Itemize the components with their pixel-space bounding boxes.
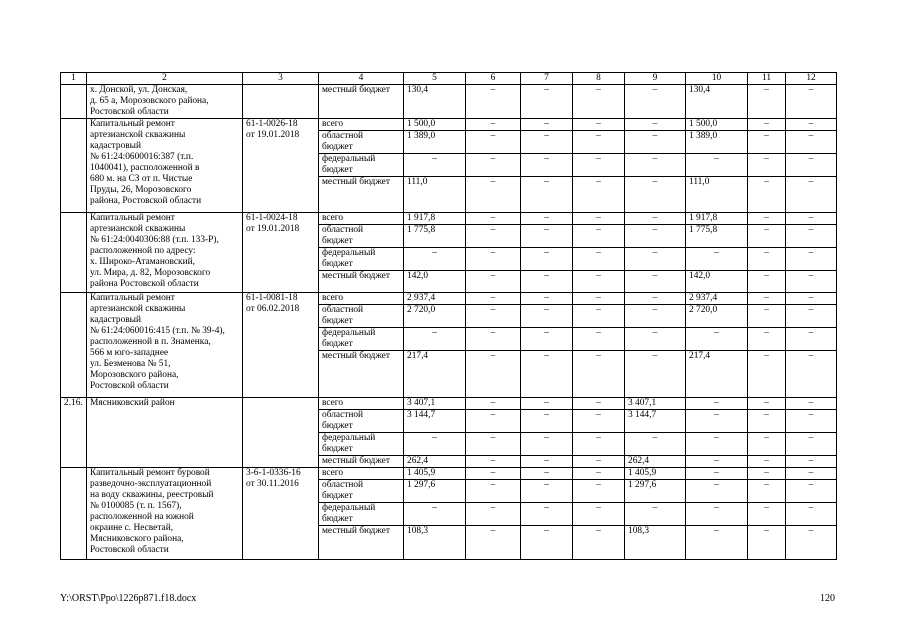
value-cell-11: – — [748, 351, 786, 398]
value-cell-5: 2 720,0 — [404, 305, 466, 328]
value-cell-11: – — [748, 85, 786, 119]
object-name-cell: Капитальный ремонт артезианской скважины кадастровый № 61:24:0600016:387 (т.п. 1040041), расположенной в 680 м. на СЗ от п. Чистые Пруды, 26, Морозовского района, Ростовской области — [87, 119, 243, 213]
value-cell-6: – — [466, 85, 521, 119]
funding-source-cell: областной бюджет — [319, 410, 404, 433]
value-cell-12: – — [786, 131, 837, 154]
value-cell-6: – — [466, 154, 521, 177]
funding-source-cell: местный бюджет — [319, 85, 404, 119]
value-cell-11: – — [748, 526, 786, 560]
value-cell-8: – — [573, 154, 625, 177]
value-cell-10: – — [686, 410, 748, 433]
value-cell-7: – — [521, 131, 573, 154]
value-cell-8: – — [573, 398, 625, 410]
value-cell-10: – — [686, 526, 748, 560]
funding-source-cell: областной бюджет — [319, 480, 404, 503]
value-cell-5: 1 405,9 — [404, 468, 466, 480]
value-cell-12: – — [786, 433, 837, 456]
value-cell-8: – — [573, 503, 625, 526]
value-cell-10: – — [686, 398, 748, 410]
value-cell-11: – — [748, 271, 786, 293]
document-number-cell — [243, 398, 319, 468]
funding-source-cell: областной бюджет — [319, 225, 404, 248]
funding-source-cell: федеральный бюджет — [319, 503, 404, 526]
document-number-cell: 61-1-0026-18 от 19.01.2018 — [243, 119, 319, 213]
value-cell-9: – — [625, 131, 686, 154]
value-cell-7: – — [521, 177, 573, 213]
funding-source-cell: федеральный бюджет — [319, 328, 404, 351]
value-cell-5: 142,0 — [404, 271, 466, 293]
value-cell-5: – — [404, 154, 466, 177]
value-cell-12: – — [786, 177, 837, 213]
value-cell-9: – — [625, 85, 686, 119]
value-cell-8: – — [573, 85, 625, 119]
value-cell-7: – — [521, 119, 573, 131]
value-cell-7: – — [521, 410, 573, 433]
value-cell-7: – — [521, 398, 573, 410]
object-name-cell: Капитальный ремонт артезианской скважины № 61:24:0040306:88 (т.п. 133-Р), расположенной по адресу: х. Широко-Атамановский, ул. Мира, д. 82, Морозовского района Ростовской области — [87, 213, 243, 293]
value-cell-11: – — [748, 433, 786, 456]
funding-source-cell: федеральный бюджет — [319, 154, 404, 177]
value-cell-6: – — [466, 131, 521, 154]
funding-source-cell: федеральный бюджет — [319, 248, 404, 271]
value-cell-11: – — [748, 225, 786, 248]
value-cell-12: – — [786, 225, 837, 248]
value-cell-8: – — [573, 328, 625, 351]
funding-source-cell: местный бюджет — [319, 271, 404, 293]
table-row — [61, 468, 837, 480]
value-cell-9: – — [625, 328, 686, 351]
value-cell-10: 142,0 — [686, 271, 748, 293]
value-cell-5: 217,4 — [404, 351, 466, 398]
value-cell-5: – — [404, 503, 466, 526]
value-cell-10: 1 389,0 — [686, 131, 748, 154]
value-cell-7: – — [521, 293, 573, 305]
value-cell-8: – — [573, 305, 625, 328]
funding-source-cell: всего — [319, 293, 404, 305]
value-cell-9: 3 407,1 — [625, 398, 686, 410]
value-cell-8: – — [573, 456, 625, 468]
value-cell-11: – — [748, 468, 786, 480]
value-cell-8: – — [573, 480, 625, 503]
document-number-cell — [243, 85, 319, 119]
value-cell-6: – — [466, 271, 521, 293]
funding-source-cell: всего — [319, 468, 404, 480]
value-cell-7: – — [521, 480, 573, 503]
column-number-3: 3 — [243, 73, 319, 85]
value-cell-5: 262,4 — [404, 456, 466, 468]
value-cell-12: – — [786, 398, 837, 410]
budget-table — [60, 72, 837, 560]
value-cell-6: – — [466, 328, 521, 351]
value-cell-9: – — [625, 271, 686, 293]
value-cell-5: 1 297,6 — [404, 480, 466, 503]
value-cell-5: 130,4 — [404, 85, 466, 119]
value-cell-11: – — [748, 119, 786, 131]
value-cell-9: 108,3 — [625, 526, 686, 560]
value-cell-12: – — [786, 213, 837, 225]
value-cell-6: – — [466, 398, 521, 410]
value-cell-5: 108,3 — [404, 526, 466, 560]
document-number-cell: 61-1-0081-18 от 06.02.2018 — [243, 293, 319, 398]
value-cell-6: – — [466, 456, 521, 468]
value-cell-10: – — [686, 468, 748, 480]
table-row — [61, 119, 837, 131]
value-cell-12: – — [786, 305, 837, 328]
value-cell-9: – — [625, 503, 686, 526]
value-cell-10: – — [686, 433, 748, 456]
value-cell-12: – — [786, 480, 837, 503]
funding-source-cell: местный бюджет — [319, 351, 404, 398]
value-cell-10: 2 720,0 — [686, 305, 748, 328]
value-cell-12: – — [786, 526, 837, 560]
value-cell-11: – — [748, 398, 786, 410]
value-cell-11: – — [748, 131, 786, 154]
value-cell-9: – — [625, 305, 686, 328]
value-cell-10: 130,4 — [686, 85, 748, 119]
value-cell-7: – — [521, 328, 573, 351]
value-cell-10: 1 917,8 — [686, 213, 748, 225]
value-cell-8: – — [573, 433, 625, 456]
column-number-10: 10 — [686, 73, 748, 85]
value-cell-9: – — [625, 225, 686, 248]
value-cell-8: – — [573, 293, 625, 305]
column-number-12: 12 — [786, 73, 837, 85]
value-cell-9: – — [625, 154, 686, 177]
value-cell-12: – — [786, 154, 837, 177]
value-cell-10: – — [686, 328, 748, 351]
value-cell-10: – — [686, 480, 748, 503]
value-cell-8: – — [573, 225, 625, 248]
table-row — [61, 213, 837, 225]
row-number-cell — [61, 213, 87, 293]
value-cell-6: – — [466, 468, 521, 480]
value-cell-7: – — [521, 213, 573, 225]
row-number-cell — [61, 85, 87, 119]
column-number-9: 9 — [625, 73, 686, 85]
value-cell-6: – — [466, 503, 521, 526]
column-number-8: 8 — [573, 73, 625, 85]
value-cell-9: – — [625, 119, 686, 131]
value-cell-6: – — [466, 433, 521, 456]
value-cell-6: – — [466, 480, 521, 503]
funding-source-cell: всего — [319, 398, 404, 410]
funding-source-cell: всего — [319, 119, 404, 131]
value-cell-6: – — [466, 293, 521, 305]
object-name-cell: Капитальный ремонт буровой разведочно-эксплуатационной на воду скважины, реестровый № 0100085 (т. п. 1567), расположенной на южной окраине с. Несветай, Мясниковского района, Ростовской области — [87, 468, 243, 560]
funding-source-cell: всего — [319, 213, 404, 225]
value-cell-6: – — [466, 526, 521, 560]
value-cell-8: – — [573, 351, 625, 398]
column-number-2: 2 — [87, 73, 243, 85]
value-cell-9: – — [625, 433, 686, 456]
value-cell-5: 3 407,1 — [404, 398, 466, 410]
value-cell-9: 1 405,9 — [625, 468, 686, 480]
value-cell-11: – — [748, 177, 786, 213]
document-number-cell: 3-6-1-0336-16 от 30.11.2016 — [243, 468, 319, 560]
value-cell-8: – — [573, 177, 625, 213]
page-number: 120 — [820, 593, 835, 604]
value-cell-8: – — [573, 213, 625, 225]
value-cell-7: – — [521, 456, 573, 468]
document-number-cell: 61-1-0024-18 от 19.01.2018 — [243, 213, 319, 293]
row-number-cell: 2.16. — [61, 398, 87, 468]
value-cell-5: 111,0 — [404, 177, 466, 213]
column-number-4: 4 — [319, 73, 404, 85]
value-cell-12: – — [786, 248, 837, 271]
value-cell-7: – — [521, 85, 573, 119]
funding-source-cell: местный бюджет — [319, 177, 404, 213]
column-number-6: 6 — [466, 73, 521, 85]
value-cell-7: – — [521, 351, 573, 398]
value-cell-7: – — [521, 154, 573, 177]
value-cell-10: 1 500,0 — [686, 119, 748, 131]
value-cell-12: – — [786, 119, 837, 131]
value-cell-11: – — [748, 328, 786, 351]
value-cell-9: – — [625, 351, 686, 398]
value-cell-6: – — [466, 410, 521, 433]
value-cell-7: – — [521, 225, 573, 248]
value-cell-8: – — [573, 410, 625, 433]
value-cell-11: – — [748, 213, 786, 225]
file-path-footer: Y:\ORST\Ppo\1226p871.f18.docx — [60, 593, 197, 604]
value-cell-11: – — [748, 248, 786, 271]
value-cell-7: – — [521, 433, 573, 456]
column-number-1: 1 — [61, 73, 87, 85]
value-cell-6: – — [466, 119, 521, 131]
value-cell-7: – — [521, 526, 573, 560]
value-cell-6: – — [466, 225, 521, 248]
value-cell-5: 1 500,0 — [404, 119, 466, 131]
funding-source-cell: федеральный бюджет — [319, 433, 404, 456]
value-cell-11: – — [748, 305, 786, 328]
value-cell-5: 2 937,4 — [404, 293, 466, 305]
row-number-cell — [61, 468, 87, 560]
value-cell-10: – — [686, 456, 748, 468]
column-number-11: 11 — [748, 73, 786, 85]
value-cell-12: – — [786, 468, 837, 480]
object-name-cell: Капитальный ремонт артезианской скважины кадастровый № 61:24:060016:415 (т.п. № 39-4), расположенной в п. Знаменка, 566 м юго-западнее ул. Безменова № 51, Морозовского района, Ростовской области — [87, 293, 243, 398]
value-cell-11: – — [748, 293, 786, 305]
value-cell-5: 3 144,7 — [404, 410, 466, 433]
value-cell-12: – — [786, 410, 837, 433]
funding-source-cell: местный бюджет — [319, 526, 404, 560]
funding-source-cell: местный бюджет — [319, 456, 404, 468]
value-cell-9: – — [625, 213, 686, 225]
value-cell-7: – — [521, 305, 573, 328]
value-cell-9: 262,4 — [625, 456, 686, 468]
value-cell-12: – — [786, 456, 837, 468]
value-cell-11: – — [748, 480, 786, 503]
value-cell-8: – — [573, 526, 625, 560]
value-cell-7: – — [521, 468, 573, 480]
row-number-cell — [61, 293, 87, 398]
value-cell-12: – — [786, 293, 837, 305]
column-number-header-row — [61, 73, 837, 85]
value-cell-8: – — [573, 468, 625, 480]
value-cell-10: 2 937,4 — [686, 293, 748, 305]
value-cell-9: – — [625, 248, 686, 271]
value-cell-8: – — [573, 271, 625, 293]
funding-source-cell: областной бюджет — [319, 305, 404, 328]
value-cell-5: 1 389,0 — [404, 131, 466, 154]
column-number-5: 5 — [404, 73, 466, 85]
value-cell-7: – — [521, 248, 573, 271]
value-cell-6: – — [466, 305, 521, 328]
table-row — [61, 293, 837, 305]
value-cell-9: 3 144,7 — [625, 410, 686, 433]
value-cell-5: 1 775,8 — [404, 225, 466, 248]
value-cell-11: – — [748, 154, 786, 177]
value-cell-6: – — [466, 213, 521, 225]
value-cell-6: – — [466, 351, 521, 398]
value-cell-9: – — [625, 293, 686, 305]
funding-source-cell: областной бюджет — [319, 131, 404, 154]
value-cell-5: – — [404, 328, 466, 351]
value-cell-12: – — [786, 85, 837, 119]
value-cell-10: 111,0 — [686, 177, 748, 213]
value-cell-5: 1 917,8 — [404, 213, 466, 225]
value-cell-10: 217,4 — [686, 351, 748, 398]
value-cell-11: – — [748, 503, 786, 526]
column-number-7: 7 — [521, 73, 573, 85]
value-cell-7: – — [521, 503, 573, 526]
value-cell-7: – — [521, 271, 573, 293]
value-cell-12: – — [786, 503, 837, 526]
value-cell-12: – — [786, 328, 837, 351]
value-cell-12: – — [786, 351, 837, 398]
value-cell-11: – — [748, 456, 786, 468]
value-cell-6: – — [466, 248, 521, 271]
value-cell-9: 1 297,6 — [625, 480, 686, 503]
object-name-cell: х. Донской, ул. Донская, д. 65 а, Морозовского района, Ростовской области — [87, 85, 243, 119]
value-cell-8: – — [573, 248, 625, 271]
value-cell-10: – — [686, 154, 748, 177]
table-row — [61, 85, 837, 119]
row-number-cell — [61, 119, 87, 213]
table-row — [61, 398, 837, 410]
value-cell-8: – — [573, 119, 625, 131]
value-cell-5: – — [404, 248, 466, 271]
value-cell-5: – — [404, 433, 466, 456]
value-cell-10: 1 775,8 — [686, 225, 748, 248]
value-cell-10: – — [686, 503, 748, 526]
value-cell-8: – — [573, 131, 625, 154]
value-cell-11: – — [748, 410, 786, 433]
value-cell-12: – — [786, 271, 837, 293]
object-name-cell: Мясниковский район — [87, 398, 243, 468]
value-cell-6: – — [466, 177, 521, 213]
value-cell-9: – — [625, 177, 686, 213]
value-cell-10: – — [686, 248, 748, 271]
